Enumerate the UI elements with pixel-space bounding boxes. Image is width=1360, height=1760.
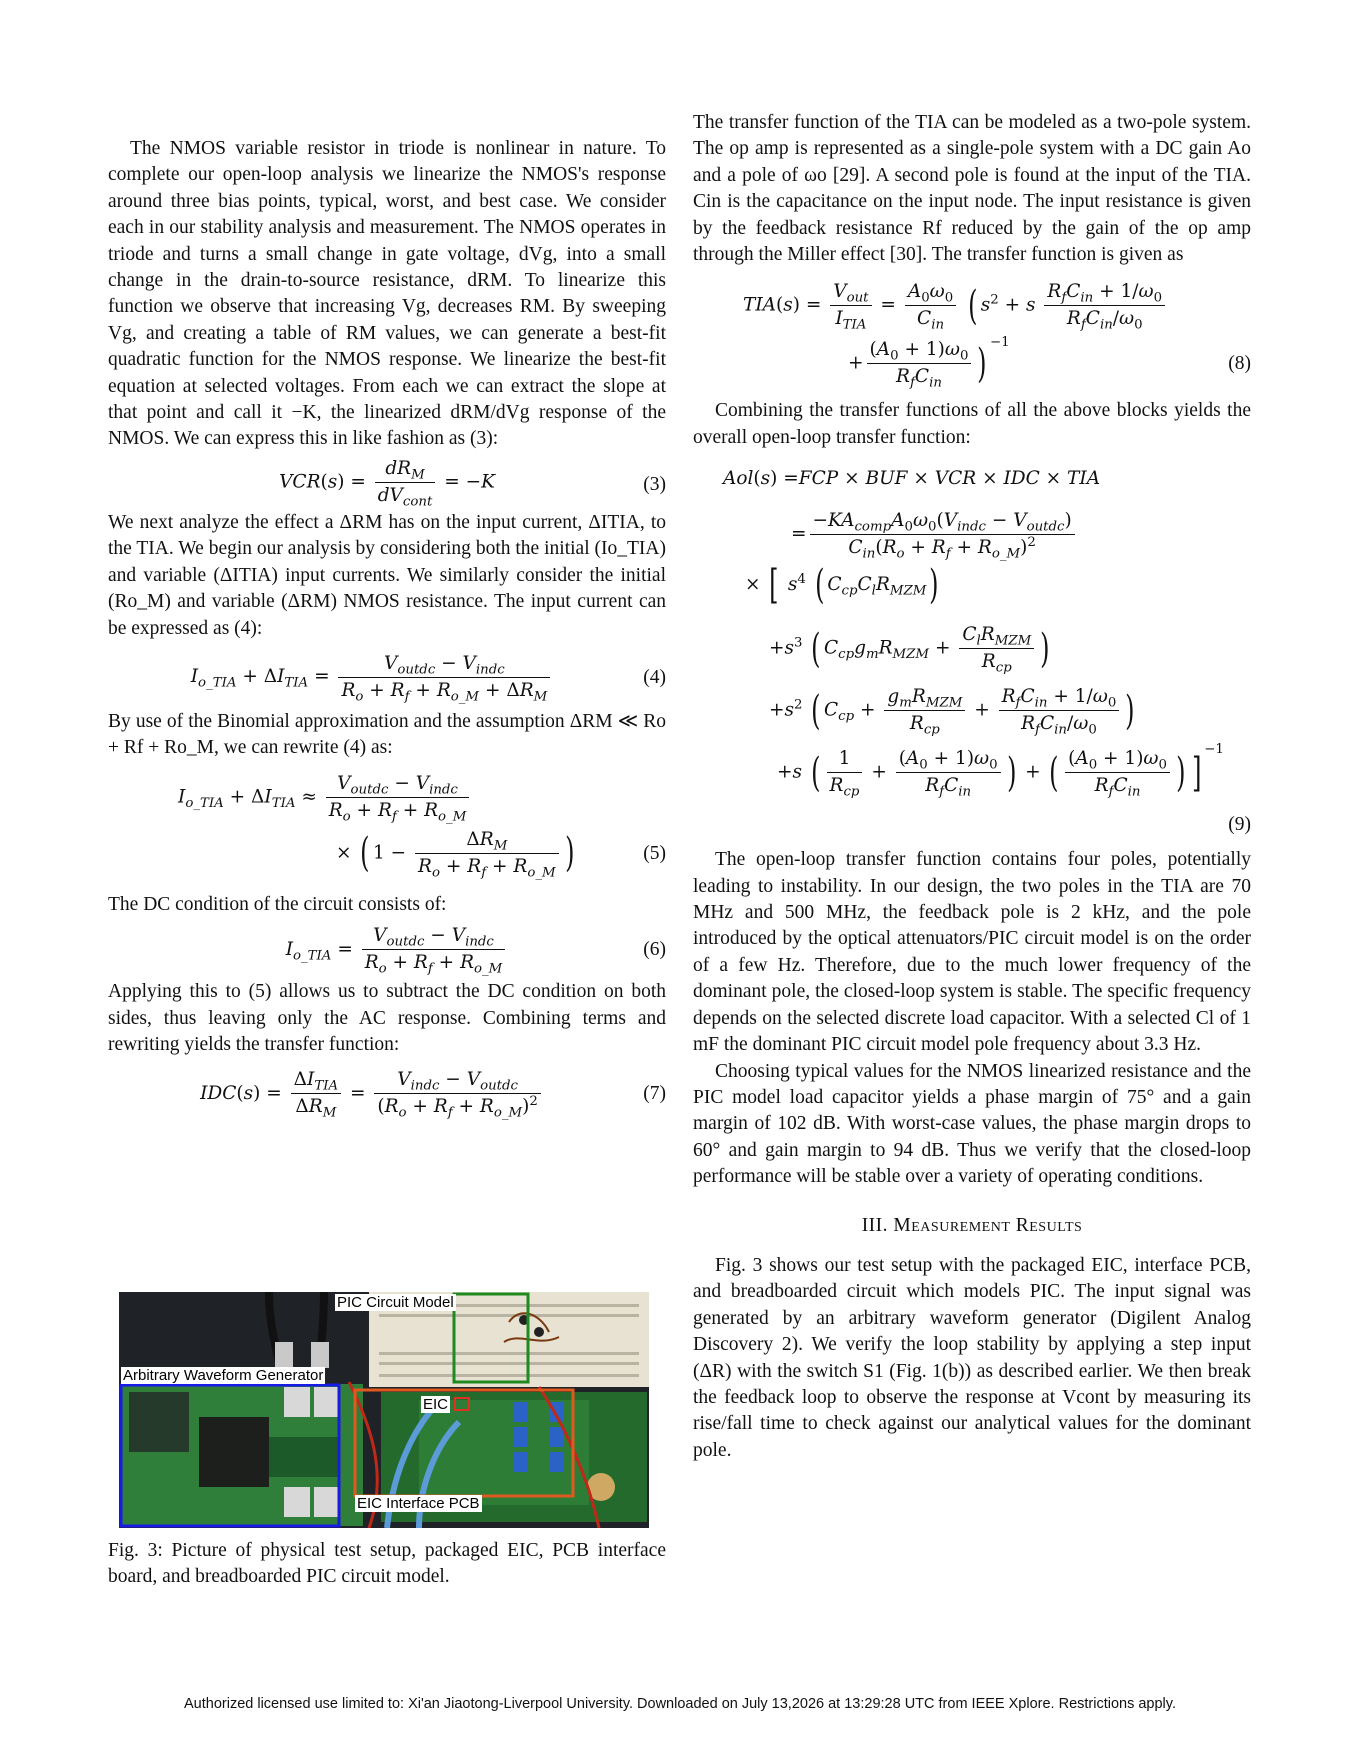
section-heading	[693, 1213, 1251, 1239]
equation-5: $I_{o\_TIA} + \Delta I_{TIA}$ ≈ $V_{outdc} - V_{indc}$ $R_o + R_f + R_{o\_M}$ × ( 1 − $\Delta R_M$ $R_o + R_f + R_{o\_M}$ ) (5)	[178, 772, 666, 881]
equation-4: $I_{o\_TIA} + \Delta I_{TIA}$ = $V_{outdc} - V_{indc}$ $R_o + R_f + R_{o\_M} + \Delta R_M$ (4)	[190, 652, 666, 705]
equation-9: Aol(s) =FCP × BUF × VCR × IDC × TIA = $-KA_{comp}A_0\omega_0(V_{indc} - V_{outdc})$ $C_{in}(R_o + R_f + R_{o\_M})^2$ × [ $s^4$ ( $C_{cp}C_lR_{MZM}$) $+s^3$ ( $C_{cp}g_mR_{MZM}$ + $C_lR_{MZM}$ $R_{cp}$ ) $+s^2$ ( $C_{cp}$ + $g_mR_{MZM}$ $R_{cp}$ + $R_fC_{in} + 1/\omega_0$ $R_fC_{in}/\omega_0$ ) +s ( 1 $R_{cp}$ + $(A_0 + 1)\omega_0$ $R_fC_{in}$ ) + ( $(A_0 + 1)\omega_0$ $R_fC_{in}$ ) ]$^{-1}$ (9)	[723, 468, 1251, 836]
paragraph: The transfer function of the TIA can be modeled as a two-pole system. The op amp is represented as a single-pole system with a DC gain Ao and a pole of ωo [29]. A second pole is found at the input of the TIA. Cin is the capacitance on the input node. The input resistance is given by the feedback resistance Rf reduced by the gain of the op amp through the Miller effect [30]. The transfer function is given as	[693, 112, 1251, 266]
equation-number: (5)	[643, 842, 666, 864]
test-setup-photo	[119, 1292, 649, 1528]
figure-label-pcb: EIC Interface PCB	[357, 1495, 480, 1512]
figure-label-eic: EIC	[423, 1396, 449, 1413]
figure-caption: Fig. 3: Picture of physical test setup, packaged EIC, PCB interface board, and breadboarded PIC circuit model.	[108, 1540, 666, 1588]
equation-3: VCR(s) = $dR_M$ $dV_{cont}$ = −K (3)	[279, 457, 666, 510]
equation-7: IDC(s) = $\Delta I_{TIA}$ $\Delta R_M$ = $V_{indc} - V_{outdc}$ $(R_o + R_f + R_{o\_M})^2$ (7)	[200, 1069, 666, 1122]
equation-number: (8)	[1228, 353, 1251, 375]
paragraph: The NMOS variable resistor in triode is nonlinear in nature. To complete our open-loop analysis we linearize the NMOS's response around three bias points, typical, worst, and best case. We consider each in our stability analysis and measurement. The NMOS operates in triode and turns a small change in gate voltage, dVg, into a small change in the drain-to-source resistance, dRM. To linearize this function we observe that increasing Vg, decreases RM. By sweeping Vg, and creating a table of RM values, we can generate a best-fit quadratic function for the NMOS response. We linearize the best-fit equation at selected voltages. From each we can extract the slope at that point and call it −K, the linearized dRM/dVg response of the NMOS. We can express this in like fashion as (3):	[108, 138, 666, 450]
right-column	[693, 110, 1251, 1464]
test-setup-illustration	[119, 1292, 649, 1528]
paragraph: We next analyze the effect a ΔRM has on the input current, ΔITIA, to the TIA. We begin our analysis by considering both the initial (Io_TIA) and variable (ΔITIA) input currents. We similarly consider the initial (Ro_M) and variable (ΔRM) NMOS resistance. The input current can be expressed as (4):	[108, 511, 666, 639]
paragraph: Combining the transfer functions of all the above blocks yields the overall open-loop transfer function:	[693, 400, 1251, 448]
section-number: III.	[861, 1214, 889, 1236]
equation-number: (3)	[643, 473, 666, 495]
paragraph: Fig. 3 shows our test setup with the packaged EIC, interface PCB, and breadboarded circuit which models PIC. The input signal was generated by an arbitrary waveform generator (Digilent Analog Discovery 2). We verify the loop stability by applying a step input (ΔR) with the switch S1 (Fig. 1(b)) as described earlier. We then break the feedback loop to observe the response at Vcont by measuring its rise/fall time to check against our analytical values for the dominant pole.	[693, 1254, 1251, 1461]
equation-number: (7)	[643, 1083, 666, 1105]
equation-number: (9)	[1228, 814, 1251, 836]
section-title: Measurement Results	[893, 1214, 1083, 1236]
equation-8: TIA(s) = $V_{out}$ $I_{TIA}$ = $A_0\omega_0$ $C_{in}$ ( $s^2 + s$ $R_fC_{in} + 1/\omega_0$ $R_fC_{in}/\omega_0$ + $(A_0 + 1)\omega_0$ $R_fC_{in}$ ) $^{-1}$ (8)	[743, 281, 1251, 392]
paragraph: By use of the Binomial approximation and the assumption ΔRM ≪ Ro + Rf + Ro_M, we can rewrite (4) as:	[108, 710, 666, 759]
equation-number: (4)	[643, 666, 666, 688]
license-footer: Authorized licensed use limited to: Xi'an Jiaotong-Liverpool University. Downloaded on July 13,2026 at 13:29:28 UTC from IEEE Xplore. Restrictions apply.	[184, 1696, 1176, 1712]
figure-label-pic: PIC Circuit Model	[337, 1294, 454, 1311]
equation-number: (6)	[643, 939, 666, 961]
figure-label-awg: Arbitrary Waveform Generator	[123, 1367, 324, 1384]
paragraph: The DC condition of the circuit consists of:	[108, 893, 447, 915]
paragraph: Choosing typical values for the NMOS linearized resistance and the PIC model load capacitor yields a phase margin of 75° and a gain margin of 102 dB. With worst-case values, the phase margin drops to 60° and gain margin to 94 dB. Thus we verify that the closed-loop performance will be stable over a variety of operating conditions.	[693, 1060, 1251, 1188]
equation-6: $I_{o\_TIA}$ = $V_{outdc} - V_{indc}$ $R_o + R_f + R_{o\_M}$ (6)	[285, 925, 666, 977]
paragraph: The open-loop transfer function contains four poles, potentially leading to instability. In our design, the two poles in the TIA are 70 MHz and 500 MHz, the feedback pole is 2 kHz, and the pole introduced by the optical attenuators/PIC circuit model is on the order of a few Hz. Therefore, due to the much lower frequency of the dominant pole, the closed-loop system is stable. The specific frequency depends on the selected discrete load capacitor. With a selected Cl of 1 mF the dominant PIC circuit model pole frequency about 3.3 Hz.	[693, 849, 1251, 1056]
paragraph: Applying this to (5) allows us to subtract the DC condition on both sides, thus leaving only the AC response. Combining terms and rewriting yields the transfer function:	[108, 981, 666, 1055]
left-column	[108, 136, 666, 1122]
